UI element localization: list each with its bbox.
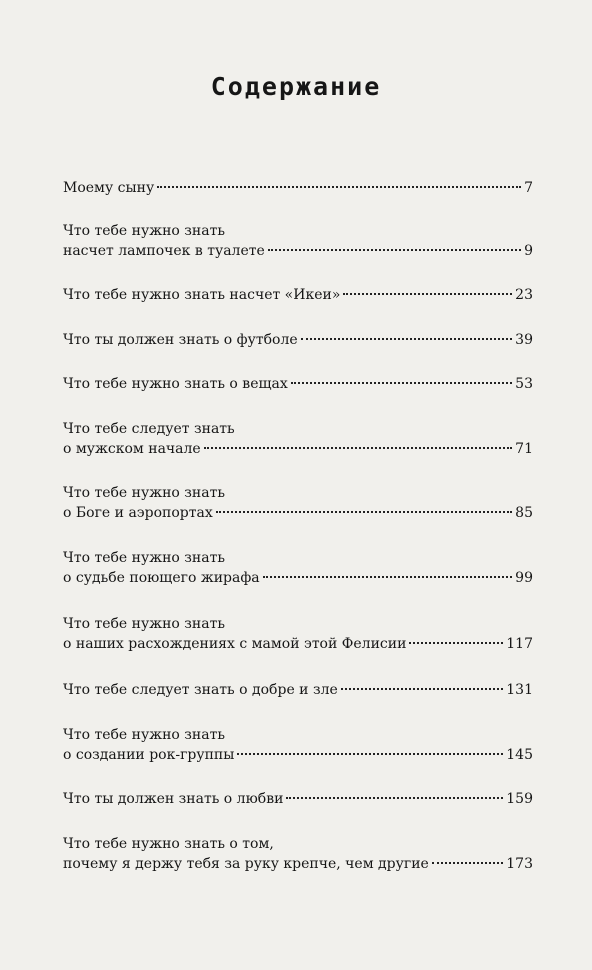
toc-entry[interactable] <box>63 178 533 198</box>
toc-entry[interactable] <box>63 483 533 523</box>
toc-entry-title: почему я держу тебя за руку крепче, чем другие <box>63 856 429 872</box>
toc-entry-leader-line <box>63 854 533 874</box>
toc-entry-leader-line <box>63 745 533 765</box>
toc-entry-leader-line <box>63 178 533 198</box>
toc-page-number: 39 <box>515 332 533 348</box>
toc-entry-title-line: Что тебе нужно знать <box>63 485 225 501</box>
toc-page-number: 53 <box>515 376 533 392</box>
dot-leader <box>301 338 513 340</box>
dot-leader <box>286 797 503 799</box>
toc-entry[interactable] <box>63 834 533 874</box>
toc-entry[interactable] <box>63 614 533 654</box>
toc-page-number: 85 <box>515 505 533 521</box>
toc-page-number: 131 <box>506 682 533 698</box>
dot-leader <box>216 511 512 513</box>
toc-entry-title-line: Что тебе нужно знать <box>63 550 225 566</box>
toc-entry-title: о наших расхождениях с мамой этой Фелисии <box>63 636 407 652</box>
dot-leader <box>291 382 512 384</box>
toc-entry-leader-line <box>63 374 533 394</box>
page-title: Содержание <box>210 72 382 101</box>
dot-leader <box>157 186 521 188</box>
dot-leader <box>343 293 512 295</box>
toc-entry-title: о Боге и аэропортах <box>63 505 213 521</box>
toc-entry-title: Что ты должен знать о футболе <box>63 332 298 348</box>
toc-entry-leader-line <box>63 634 533 654</box>
toc-entry-leader-line <box>63 439 533 459</box>
toc-page-number: 117 <box>506 636 533 652</box>
toc-page-number: 9 <box>524 243 533 259</box>
toc-entry-title: Что тебе следует знать о добре и зле <box>63 682 338 698</box>
toc-page-number: 7 <box>524 180 533 196</box>
toc-page-number: 173 <box>506 856 533 872</box>
toc-entry-title: о судьбе поющего жирафа <box>63 570 260 586</box>
dot-leader <box>237 753 503 755</box>
toc-entry[interactable] <box>63 221 533 261</box>
dot-leader <box>341 688 503 690</box>
dot-leader <box>409 642 503 644</box>
toc-entry-leader-line <box>63 680 533 700</box>
toc-entry-leader-line <box>63 285 533 305</box>
toc-entry[interactable] <box>63 419 533 459</box>
toc-entry[interactable] <box>63 330 533 350</box>
toc-page-number: 71 <box>515 441 533 457</box>
toc-entry[interactable] <box>63 789 533 809</box>
toc-entry-title: насчет лампочек в туалете <box>63 243 265 259</box>
toc-entry[interactable] <box>63 725 533 765</box>
toc-entry-title-line: Что тебе следует знать <box>63 421 235 437</box>
toc-entry-leader-line <box>63 503 533 523</box>
toc-entry-leader-line <box>63 241 533 261</box>
toc-page-number: 99 <box>515 570 533 586</box>
toc-entry[interactable] <box>63 548 533 588</box>
toc-entry-leader-line <box>63 330 533 350</box>
toc-entry-title-line: Что тебе нужно знать <box>63 727 225 743</box>
toc-page-number: 145 <box>506 747 533 763</box>
dot-leader <box>268 249 521 251</box>
dot-leader <box>204 447 512 449</box>
toc-entry[interactable] <box>63 285 533 305</box>
toc-entry-title-line: Что тебе нужно знать <box>63 223 225 239</box>
toc-page-number: 159 <box>506 791 533 807</box>
toc-entry[interactable] <box>63 374 533 394</box>
toc-entry-title: Что тебе нужно знать о вещах <box>63 376 288 392</box>
toc-entry-title: о создании рок-группы <box>63 747 235 763</box>
toc-entry-leader-line <box>63 568 533 588</box>
toc-page-number: 23 <box>515 287 533 303</box>
toc-entry-title: Что тебе нужно знать насчет «Икеи» <box>63 287 341 303</box>
toc-entry-title: Моему сыну <box>63 180 155 196</box>
toc-entry-title-line: Что тебе нужно знать о том, <box>63 836 274 852</box>
toc-entry-title-line: Что тебе нужно знать <box>63 616 225 632</box>
toc-entry[interactable] <box>63 680 533 700</box>
dot-leader <box>263 576 513 578</box>
toc-entry-title: о мужском начале <box>63 441 201 457</box>
dot-leader <box>432 862 503 864</box>
toc-entry-leader-line <box>63 789 533 809</box>
toc-entry-title: Что ты должен знать о любви <box>63 791 284 807</box>
